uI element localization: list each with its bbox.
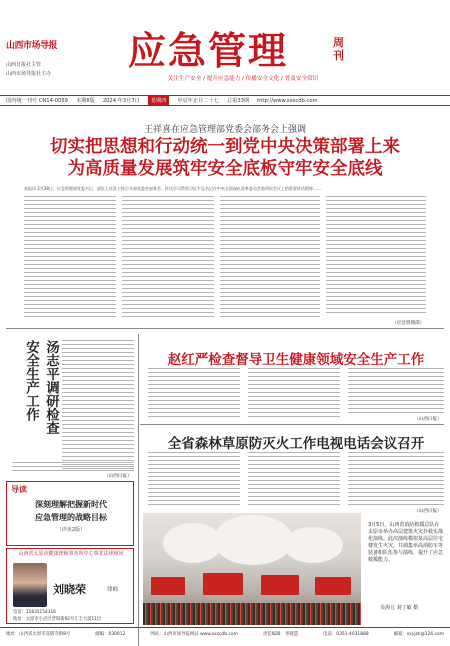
cn-number: 国内统一刊号 CN14-0059	[6, 98, 68, 104]
issue-number: 总第33期	[226, 98, 250, 104]
website-link[interactable]: http://www.sxscdb.com	[257, 97, 318, 104]
issue-date: 2024 年3月7日	[102, 98, 140, 104]
side-story-body	[62, 340, 134, 470]
footer-phone: 电话：0351-4031888	[323, 632, 369, 637]
column-rule	[138, 334, 139, 646]
story2-body	[248, 368, 340, 420]
masthead-slogan: 关注生产安全 / 提升应急能力 / 传播安全文化 / 普及安全常识	[167, 76, 319, 82]
lead-headline-line-2[interactable]: 为高质量发展筑牢安全底板守牢安全底线	[67, 159, 383, 179]
story3-body	[148, 452, 240, 508]
page-count: 本期8版	[75, 98, 95, 104]
guide-label: 导读	[11, 484, 27, 494]
footer-website[interactable]: 网站：山西市场导报网站 www.sxscdb.com	[150, 632, 238, 637]
footer-address: 地址：山西省太原市双塔寺街8号	[6, 632, 71, 637]
advert-phone: 电话：15835154316	[13, 610, 56, 615]
lawyer-advert[interactable]	[6, 548, 134, 624]
divider	[6, 328, 444, 329]
footer	[0, 627, 450, 640]
fire-truck	[261, 575, 299, 595]
story2-body	[348, 368, 444, 414]
story3-body	[248, 452, 340, 508]
masthead	[0, 0, 450, 92]
advert-title: 山西省太原市健康律师事务所中心事非法律顾问	[18, 551, 124, 557]
smoke-cloud	[283, 527, 343, 563]
lead-body-column	[326, 196, 426, 314]
story2-body	[148, 368, 240, 420]
sponsor-line-2: 山西市场导报社主办	[6, 71, 52, 77]
story2-headline[interactable]: 赵红严检查督导卫生健康领域安全生产工作	[167, 352, 425, 368]
lead-kicker: 王祥喜在应急管理部党委会部务会上强调	[143, 125, 306, 135]
photo-caption: 3月5日，山西省消防救援总队在太原市举办高层建筑火灾扑救实战化演练。此次演练模拟某高层住宅楼发生火灾，共调集举高消防车等装备和队伍参与演练，提升了应急救援能力。	[368, 522, 444, 563]
sponsor-line-1: 山西日报社主管	[6, 62, 42, 68]
story3-source: （山西日报）	[414, 509, 442, 514]
lead-body-start: 本报讯 2月28日，应急管理部党委书记、部长王祥喜主持召开部党委会部务会，传达学习贯彻习近平总书记在中央全面深化改革委员会第四次会议上的重要讲话精神……	[24, 186, 321, 191]
fire-truck	[315, 577, 351, 595]
footer-email[interactable]: 邮箱：sxyjzk@126.com	[393, 632, 444, 637]
side-story-headline-b[interactable]: 汤志平调研检查	[43, 340, 59, 435]
guide-box[interactable]	[6, 481, 134, 546]
lawyer-role: 律师	[107, 587, 119, 593]
story3-body	[348, 452, 444, 506]
guide-page-ref: （详见2版）	[56, 527, 86, 533]
newspaper-logo: 山西市场导报	[6, 41, 58, 51]
lead-body-column	[122, 196, 214, 318]
guide-title-line-2[interactable]: 应急管理的战略目标	[35, 512, 107, 522]
guide-title-line-1[interactable]: 深刻理解把握新时代	[35, 499, 107, 509]
firefighting-drill-photo	[143, 513, 361, 625]
lead-body-column	[24, 196, 116, 318]
story2-source: （山西日报）	[414, 417, 442, 422]
fire-truck	[203, 573, 243, 595]
footer-zip: 邮编：030012	[95, 632, 126, 637]
lunar-date: 甲辰年正月二十七	[177, 98, 219, 104]
smoke-cloud	[213, 515, 293, 565]
advert-address: 地址：太原市小店区晋阳街92号汇丰大厦11层	[13, 617, 102, 622]
lawyer-name: 刘晓荣	[53, 583, 86, 596]
lead-headline[interactable]	[0, 136, 450, 180]
photo-credit: 吴海元 刘丁敏 摄	[380, 605, 419, 611]
firefighter-crowd	[143, 603, 361, 625]
masthead-weekly: 周刊	[333, 36, 344, 62]
footer-editor: 责任编辑：李晓慧	[262, 632, 299, 637]
lead-source: （应急管理部）	[392, 321, 425, 326]
side-story-headline-a[interactable]: 安全生产工作	[23, 340, 39, 421]
side-story-source: （山西日报）	[104, 474, 132, 479]
story3-headline[interactable]: 全省森林草原防灭火工作电视电话会议召开	[167, 436, 425, 452]
lawyer-portrait	[13, 563, 47, 607]
lead-headline-line-1[interactable]: 切实把思想和行动统一到党中央决策部署上来	[50, 137, 400, 157]
lead-body-column	[220, 196, 320, 318]
fire-truck	[151, 577, 185, 595]
masthead-title: 应急管理	[128, 29, 289, 73]
weekday-badge: 星期四	[148, 96, 170, 105]
info-bar	[0, 95, 450, 106]
divider	[140, 424, 444, 425]
